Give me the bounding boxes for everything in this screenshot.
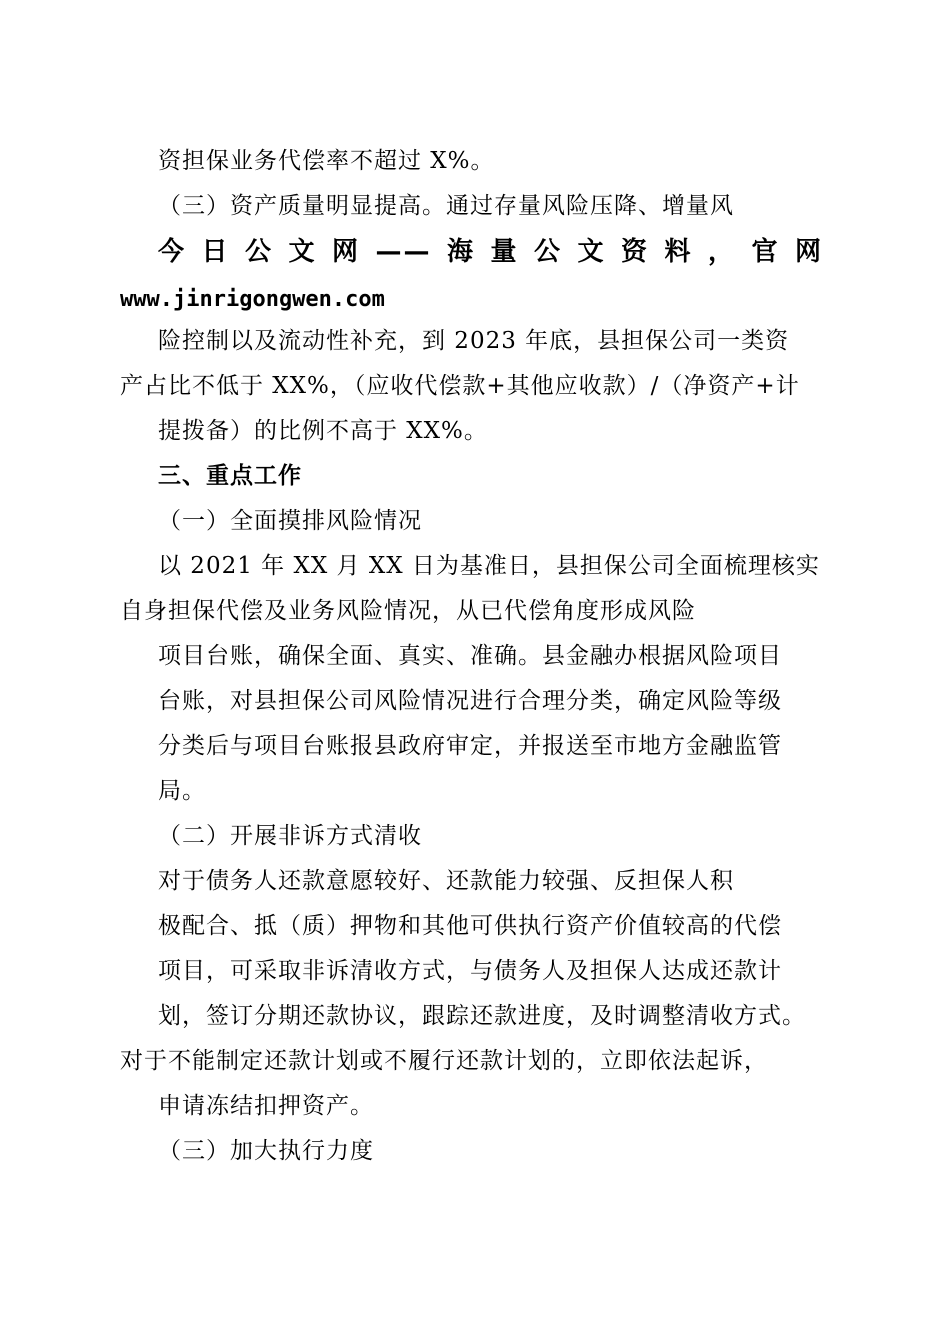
body-line-11: 台账，对县担保公司风险情况进行合理分类，确定风险等级 [158,688,782,714]
section-heading-key-work: 三、重点工作 [158,463,302,489]
body-line-17: 项目，可采取非诉清收方式，与债务人及担保人达成还款计 [158,958,782,984]
body-line-8: 以 2021 年 XX 月 XX 日为基准日，县担保公司全面梳理核实 [158,553,820,579]
subheading-risk-survey: （一）全面摸排风险情况 [158,508,422,534]
body-line-13: 局。 [158,778,206,804]
body-line-19: 对于不能制定还款计划或不履行还款计划的，立即依法起诉， [120,1048,768,1074]
subheading-enforcement: （三）加大执行力度 [158,1138,374,1164]
body-line-2: （三）资产质量明显提高。通过存量风险压降、增量风 [158,193,734,219]
watermark-url[interactable]: www.jinrigongwen.com [120,287,385,312]
subheading-non-litigation: （二）开展非诉方式清收 [158,823,422,849]
body-line-1: 资担保业务代偿率不超过 X%。 [158,148,495,174]
body-line-9: 自身担保代偿及业务风险情况，从已代偿角度形成风险 [120,598,696,624]
watermark-banner: 今日公文网——海量公文资料，官网 [158,237,823,267]
body-line-20: 申请冻结扣押资产。 [158,1093,374,1119]
body-line-5: 提拨备）的比例不高于 XX%。 [158,418,488,444]
body-line-10: 项目台账，确保全面、真实、准确。县金融办根据风险项目 [158,643,782,669]
body-line-3: 险控制以及流动性补充，到 2023 年底，县担保公司一类资 [158,328,790,354]
body-line-16: 极配合、抵（质）押物和其他可供执行资产价值较高的代偿 [158,913,782,939]
body-line-12: 分类后与项目台账报县政府审定，并报送至市地方金融监管 [158,733,782,759]
body-line-4: 产占比不低于 XX%，（应收代偿款+其他应收款）/（净资产+计 [120,373,800,399]
body-line-18: 划，签订分期还款协议，跟踪还款进度，及时调整清收方式。 [158,1003,806,1029]
body-line-15: 对于债务人还款意愿较好、还款能力较强、反担保人积 [158,868,734,894]
